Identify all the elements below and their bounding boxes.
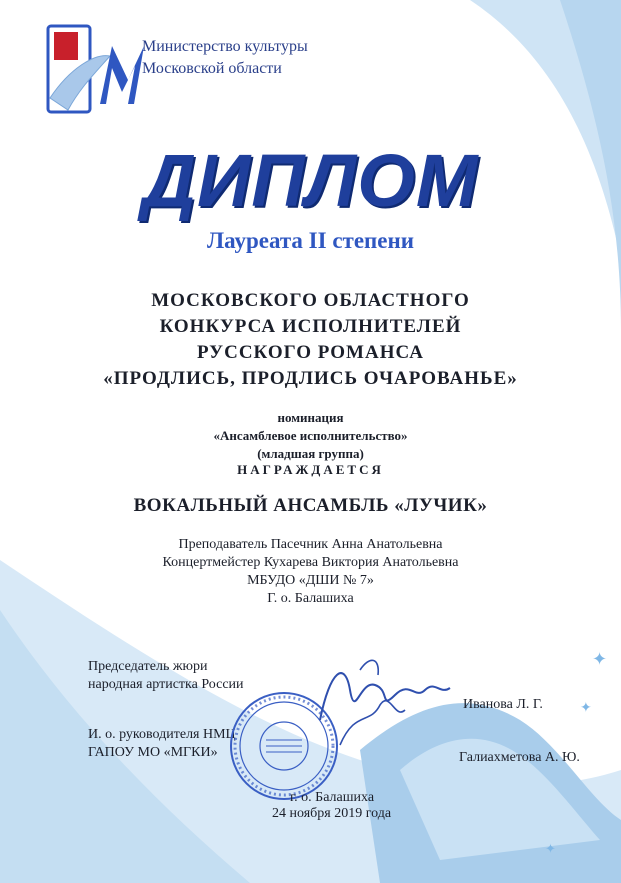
teacher-line: Преподаватель Пасечник Анна Анатольевна xyxy=(178,537,443,552)
awarded-label: НАГРАЖДАЕТСЯ xyxy=(237,462,384,477)
sparkle-icon: ✦ xyxy=(545,841,556,856)
jury-title-line1: Председатель жюри xyxy=(88,659,208,674)
diploma-subtitle: Лауреата II степени xyxy=(206,228,415,253)
place-line: г. о. Балашиха xyxy=(290,790,375,805)
sparkle-icon: ✦ xyxy=(592,649,608,669)
date-line: 24 ноября 2019 года xyxy=(272,806,392,821)
head-title-line1: И. о. руководителя НМЦ xyxy=(88,727,236,742)
school-line: МБУДО «ДШИ № 7» xyxy=(247,573,374,588)
head-name: Галиахметова А. Ю. xyxy=(459,750,580,765)
handwritten-signature xyxy=(300,650,470,760)
head-title-line2: ГАПОУ МО «МГКИ» xyxy=(88,745,218,760)
ministry-name-line1: Министерство культуры xyxy=(142,38,308,55)
city-line: Г. о. Балашиха xyxy=(267,591,354,606)
sparkle-icon: ✦ xyxy=(580,701,592,716)
contest-line: МОСКОВСКОГО ОБЛАСТНОГО xyxy=(151,290,470,311)
accompanist-line: Концертмейстер Кухарева Виктория Анатольевна xyxy=(162,555,459,570)
jury-title-line2: народная артистка России xyxy=(88,677,244,692)
nomination-label: номинация xyxy=(277,410,344,425)
contest-line: РУССКОГО РОМАНСА xyxy=(197,342,424,363)
diploma-title: ДИПЛОМ xyxy=(142,139,479,222)
nomination-name: «Ансамблевое исполнительство» xyxy=(213,428,408,443)
jury-name: Иванова Л. Г. xyxy=(463,697,543,712)
ministry-name-line2: Московской области xyxy=(142,60,282,77)
contest-line: КОНКУРСА ИСПОЛНИТЕЛЕЙ xyxy=(159,316,462,337)
age-group: (младшая группа) xyxy=(257,446,364,461)
coat-of-arms-icon xyxy=(54,32,78,60)
contest-line: «ПРОДЛИСЬ, ПРОДЛИСЬ ОЧАРОВАНЬЕ» xyxy=(103,368,518,389)
recipient-name: ВОКАЛЬНЫЙ АНСАМБЛЬ «ЛУЧИК» xyxy=(133,495,488,516)
big-m-letter xyxy=(100,46,144,104)
